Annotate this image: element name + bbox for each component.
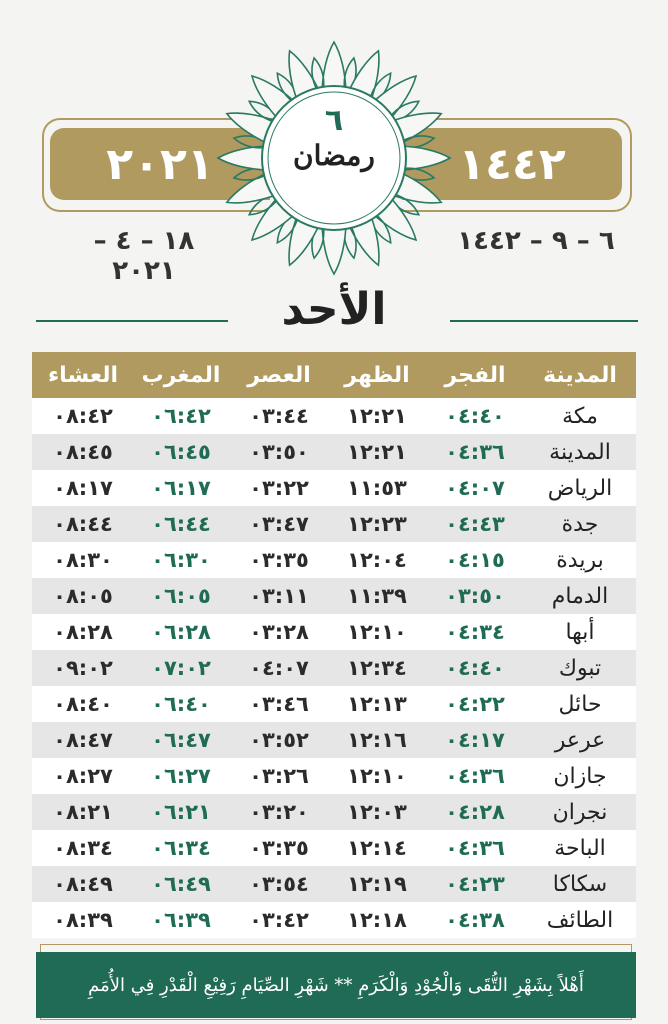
city-cell: بريدة bbox=[556, 547, 604, 573]
gregorian-year: ٢٠٢١ bbox=[106, 138, 214, 190]
fajr-cell: ٠٤:٤٠ bbox=[445, 656, 505, 680]
isha-cell: ٠٨:٢١ bbox=[53, 800, 113, 824]
city-cell: الدمام bbox=[551, 583, 609, 609]
table-row bbox=[32, 650, 636, 686]
fajr-cell: ٠٤:٤٣ bbox=[445, 512, 505, 536]
table-row bbox=[32, 614, 636, 650]
fajr-cell: ٠٤:٣٤ bbox=[445, 620, 505, 644]
asr-cell: ٠٣:٢٨ bbox=[249, 620, 309, 644]
city-cell: الباحة bbox=[554, 835, 606, 861]
maghrib-cell: ٠٦:٢٧ bbox=[151, 764, 211, 788]
isha-cell: ٠٩:٠٢ bbox=[53, 656, 113, 680]
table-row bbox=[32, 434, 636, 470]
maghrib-cell: ٠٧:٠٢ bbox=[151, 656, 211, 680]
dhuhr-cell: ١٢:١٨ bbox=[347, 908, 407, 932]
dhuhr-cell: ١٢:١٣ bbox=[347, 692, 407, 716]
dhuhr-cell: ١٢:٢١ bbox=[347, 404, 407, 428]
divider-right bbox=[450, 320, 638, 322]
isha-cell: ٠٨:٤٥ bbox=[53, 440, 113, 464]
asr-cell: ٠٣:٤٧ bbox=[249, 512, 309, 536]
city-cell: أبها bbox=[565, 619, 595, 645]
isha-cell: ٠٨:٣٤ bbox=[53, 836, 113, 860]
maghrib-cell: ٠٦:٤٥ bbox=[151, 440, 211, 464]
asr-cell: ٠٣:٣٥ bbox=[249, 836, 309, 860]
isha-cell: ٠٨:٤٧ bbox=[53, 728, 113, 752]
dhuhr-cell: ١٢:١٦ bbox=[347, 728, 407, 752]
header-asr: العصر bbox=[247, 362, 311, 388]
maghrib-cell: ٠٦:٣٩ bbox=[151, 908, 211, 932]
asr-cell: ٠٣:٤٤ bbox=[249, 404, 309, 428]
isha-cell: ٠٨:٤٢ bbox=[53, 404, 113, 428]
asr-cell: ٠٣:١١ bbox=[249, 584, 309, 608]
medallion bbox=[268, 104, 400, 174]
month-name: رمضان bbox=[293, 139, 375, 172]
isha-cell: ٠٨:٢٨ bbox=[53, 620, 113, 644]
city-cell: جدة bbox=[561, 511, 599, 537]
maghrib-cell: ٠٦:٣٤ bbox=[151, 836, 211, 860]
city-cell: جازان bbox=[553, 763, 607, 789]
maghrib-cell: ٠٦:٢١ bbox=[151, 800, 211, 824]
dhuhr-cell: ١٢:١٠ bbox=[347, 620, 407, 644]
dhuhr-cell: ١١:٥٣ bbox=[347, 476, 407, 500]
isha-cell: ٠٨:٢٧ bbox=[53, 764, 113, 788]
city-cell: الطائف bbox=[546, 907, 614, 933]
maghrib-cell: ٠٦:٤٩ bbox=[151, 872, 211, 896]
city-cell: المدينة bbox=[549, 439, 611, 465]
isha-cell: ٠٨:١٧ bbox=[53, 476, 113, 500]
fajr-cell: ٠٤:٢٨ bbox=[445, 800, 505, 824]
day-number: ٦ bbox=[324, 103, 344, 138]
asr-cell: ٠٣:٥٤ bbox=[249, 872, 309, 896]
table-row bbox=[32, 542, 636, 578]
city-cell: تبوك bbox=[558, 655, 602, 681]
dhuhr-cell: ١٢:١٩ bbox=[347, 872, 407, 896]
asr-cell: ٠٤:٠٧ bbox=[249, 656, 309, 680]
table-row bbox=[32, 830, 636, 866]
city-cell: حائل bbox=[558, 691, 602, 717]
isha-cell: ٠٨:٣٩ bbox=[53, 908, 113, 932]
table-row bbox=[32, 758, 636, 794]
table-row bbox=[32, 722, 636, 758]
table-row bbox=[32, 902, 636, 938]
isha-cell: ٠٨:٣٠ bbox=[53, 548, 113, 572]
fajr-cell: ٠٤:٠٧ bbox=[445, 476, 505, 500]
maghrib-cell: ٠٦:٤٢ bbox=[151, 404, 211, 428]
divider-left bbox=[36, 320, 228, 322]
city-cell: سكاكا bbox=[552, 871, 608, 897]
maghrib-cell: ٠٦:٤٠ bbox=[151, 692, 211, 716]
dhuhr-cell: ١٢:١٤ bbox=[347, 836, 407, 860]
asr-cell: ٠٣:٥٢ bbox=[249, 728, 309, 752]
dhuhr-cell: ١٢:٢١ bbox=[347, 440, 407, 464]
table-row bbox=[32, 866, 636, 902]
maghrib-cell: ٠٦:٢٨ bbox=[151, 620, 211, 644]
asr-cell: ٠٣:٣٥ bbox=[249, 548, 309, 572]
asr-cell: ٠٣:٤٢ bbox=[249, 908, 309, 932]
header-fajr: الفجر bbox=[444, 362, 506, 388]
table-body bbox=[32, 398, 636, 938]
table-row bbox=[32, 470, 636, 506]
maghrib-cell: ٠٦:٣٠ bbox=[151, 548, 211, 572]
asr-cell: ٠٣:٢٦ bbox=[249, 764, 309, 788]
header-dhuhr: الظهر bbox=[344, 362, 410, 388]
fajr-cell: ٠٤:٣٦ bbox=[445, 836, 505, 860]
hijri-year: ١٤٤٢ bbox=[458, 138, 566, 190]
asr-cell: ٠٣:٤٦ bbox=[249, 692, 309, 716]
fajr-cell: ٠٣:٥٠ bbox=[445, 584, 505, 608]
fajr-cell: ٠٤:٣٦ bbox=[445, 764, 505, 788]
fajr-cell: ٠٤:٣٦ bbox=[445, 440, 505, 464]
isha-cell: ٠٨:٤٤ bbox=[53, 512, 113, 536]
fajr-cell: ٠٤:١٧ bbox=[445, 728, 505, 752]
fajr-cell: ٠٤:٤٠ bbox=[445, 404, 505, 428]
hijri-date: ٦ – ٩ – ١٤٤٢ bbox=[457, 226, 615, 256]
fajr-cell: ٠٤:٢٢ bbox=[445, 692, 505, 716]
maghrib-cell: ٠٦:١٧ bbox=[151, 476, 211, 500]
asr-cell: ٠٣:٥٠ bbox=[249, 440, 309, 464]
table-row bbox=[32, 506, 636, 542]
footer-banner bbox=[36, 952, 636, 1018]
dhuhr-cell: ١١:٣٩ bbox=[347, 584, 407, 608]
city-cell: مكة bbox=[562, 403, 598, 429]
isha-cell: ٠٨:٤٩ bbox=[53, 872, 113, 896]
table-row bbox=[32, 794, 636, 830]
table-row bbox=[32, 398, 636, 434]
fajr-cell: ٠٤:٣٨ bbox=[445, 908, 505, 932]
dhuhr-cell: ١٢:٣٤ bbox=[347, 656, 407, 680]
table-row bbox=[32, 578, 636, 614]
maghrib-cell: ٠٦:٤٤ bbox=[151, 512, 211, 536]
isha-cell: ٠٨:٤٠ bbox=[53, 692, 113, 716]
asr-cell: ٠٣:٢٢ bbox=[249, 476, 309, 500]
table-row bbox=[32, 686, 636, 722]
footer-text: أَهْلاً بِشَهْرِ التُّقَى وَالْجُوْدِ وَالْكَرَمِ ** شَهْرِ الصِّيَامِ رَفِيْعِ الْقَدْرِ فِي الأُمَمِ bbox=[88, 974, 584, 996]
dhuhr-cell: ١٢:٠٤ bbox=[347, 548, 407, 572]
asr-cell: ٠٣:٢٠ bbox=[249, 800, 309, 824]
fajr-cell: ٠٤:٢٣ bbox=[445, 872, 505, 896]
fajr-cell: ٠٤:١٥ bbox=[445, 548, 505, 572]
table-header bbox=[32, 352, 636, 398]
dhuhr-cell: ١٢:٠٣ bbox=[347, 800, 407, 824]
gregorian-date: ١٨ – ٤ – ٢٠٢١ bbox=[93, 226, 195, 286]
header-city: المدينة bbox=[543, 362, 617, 388]
maghrib-cell: ٠٦:٤٧ bbox=[151, 728, 211, 752]
header-isha: العشاء bbox=[47, 362, 119, 388]
prayer-times-table bbox=[32, 352, 636, 938]
header-maghrib: المغرب bbox=[141, 362, 221, 388]
dhuhr-cell: ١٢:١٠ bbox=[347, 764, 407, 788]
maghrib-cell: ٠٦:٠٥ bbox=[151, 584, 211, 608]
isha-cell: ٠٨:٠٥ bbox=[53, 584, 113, 608]
city-cell: الرياض bbox=[547, 475, 613, 501]
city-cell: عرعر bbox=[554, 727, 606, 753]
city-cell: نجران bbox=[552, 799, 608, 825]
weekday-title: الأحد bbox=[281, 284, 387, 335]
dhuhr-cell: ١٢:٢٣ bbox=[347, 512, 407, 536]
